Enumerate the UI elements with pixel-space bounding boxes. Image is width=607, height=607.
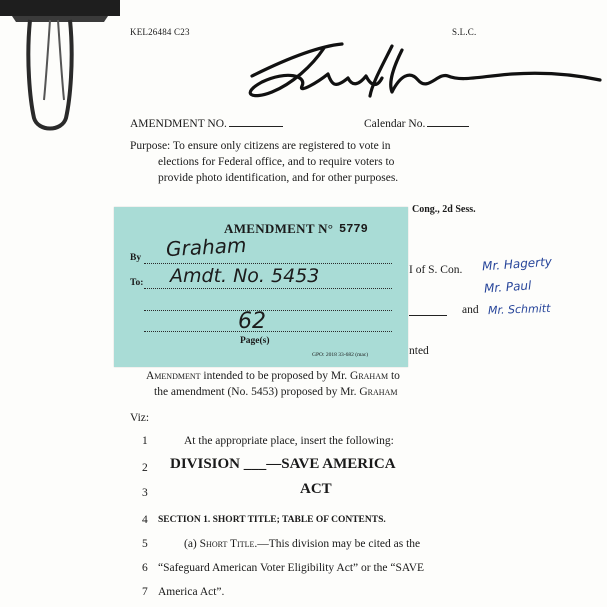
congress-session: Cong., 2d Sess. [412, 204, 476, 215]
slip-number: 5779 [339, 222, 368, 236]
document-id: KEL26484 C23 [130, 27, 190, 37]
s-con-text: I of S. Con. [409, 264, 463, 276]
line-number-4: 4 [142, 514, 148, 526]
amendment-slip [114, 207, 408, 367]
slc-label: S.L.C. [452, 27, 477, 37]
slip-title: AMENDMENT N° [224, 221, 334, 236]
division-heading: DIVISION ___—SAVE AMERICA [170, 456, 396, 472]
line-number-2: 2 [142, 462, 148, 474]
blank-line [409, 315, 447, 316]
section-heading: SECTION 1. SHORT TITLE; TABLE OF CONTENTS. [158, 515, 386, 525]
line-1-text: At the appropriate place, insert the following: [184, 435, 394, 447]
cosponsor-1: Mr. Hagerty [481, 254, 553, 274]
line-6-text: “Safeguard American Voter Eligibility Act” or the “SAVE [158, 562, 425, 574]
division-heading-act: ACT [300, 481, 332, 497]
line-number-5: 5 [142, 538, 148, 550]
slip-pages-value: 62 [238, 309, 266, 334]
cosponsor-3: Mr. Schmitt [487, 301, 551, 318]
line-number-7: 7 [142, 586, 148, 598]
signature-icon [232, 36, 602, 108]
purpose-line-1: Purpose: To ensure only citizens are registered to vote in [130, 140, 391, 152]
purpose-label: Purpose: [130, 140, 171, 152]
calendar-no-field [364, 118, 469, 130]
line-number-1: 1 [142, 435, 148, 447]
amendment-no-label: AMENDMENT NO. [130, 118, 227, 130]
intended-line-1: Amendment intended to be proposed by Mr. Graham to [146, 370, 400, 382]
amendment-no-field [130, 118, 283, 130]
cosponsor-2: Mr. Paul [483, 278, 532, 296]
line-number-3: 3 [142, 487, 148, 499]
intended-line-2: the amendment (No. 5453) proposed by Mr. Graham [154, 386, 398, 398]
slip-to-label: To: [130, 278, 144, 288]
slip-to-rule [144, 288, 392, 289]
calendar-no-label: Calendar No. [364, 118, 426, 130]
line-number-6: 6 [142, 562, 148, 574]
binder-clip-icon [0, 0, 120, 140]
slip-by-rule [144, 263, 392, 264]
slip-pages-rule [144, 331, 392, 332]
line-7-text: America Act”. [158, 586, 225, 598]
purpose-line-2: elections for Federal office, and to require voters to [158, 156, 395, 168]
slip-by-label: By [130, 253, 142, 263]
slip-blank-rule [144, 310, 392, 311]
purpose-line-3: provide photo identification, and for other purposes. [158, 172, 399, 184]
and-text: and [462, 304, 479, 316]
slip-pages-label: Page(s) [240, 336, 270, 346]
line-5-text: (a) Short Title.—This division may be cited as the [184, 538, 421, 550]
printed-text: nted [409, 345, 429, 357]
slip-to-value: Amdt. No. 5453 [170, 265, 320, 287]
viz-label: Viz: [130, 412, 150, 424]
slip-by-value: Graham [165, 232, 247, 262]
slip-gpo: GPO: 2018 33-682 (mac) [312, 352, 369, 358]
